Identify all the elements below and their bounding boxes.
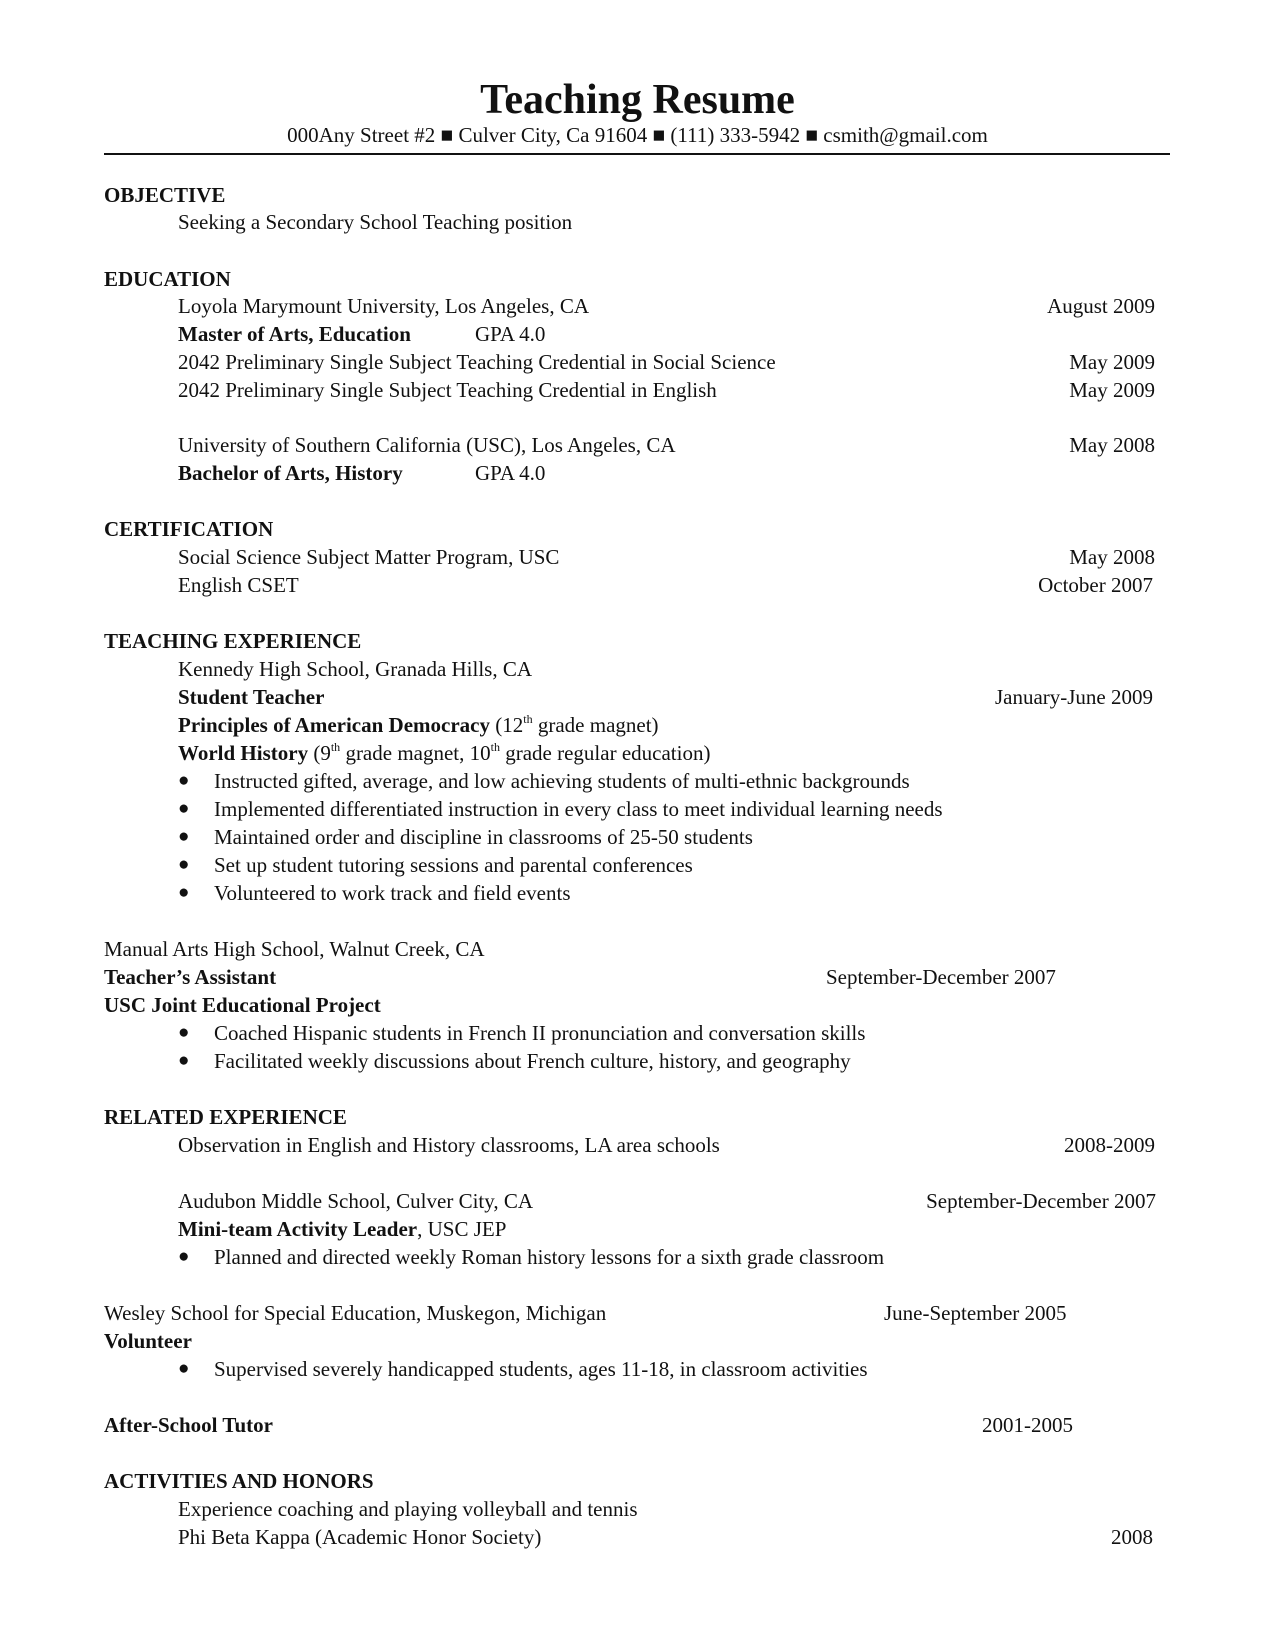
course-name: World History	[178, 741, 309, 765]
credential-social-science-date: May 2009	[1069, 350, 1155, 374]
lmu-school: Loyola Marymount University, Los Angeles, CA	[178, 294, 590, 318]
resume-title: Teaching Resume	[480, 77, 795, 123]
course-name: Principles of American Democracy	[178, 713, 490, 737]
wesley-school: Wesley School for Special Education, Muskegon, Michigan	[104, 1301, 607, 1325]
bullet-icon: ●	[178, 1246, 190, 1267]
manual-project: USC Joint Educational Project	[104, 993, 381, 1017]
kennedy-school: Kennedy High School, Granada Hills, CA	[178, 657, 533, 681]
certification-heading: CERTIFICATION	[104, 517, 274, 541]
manual-date: September-December 2007	[826, 965, 1056, 989]
bullet-icon: ●	[178, 854, 190, 875]
observation-item: Observation in English and History classrooms, LA area schools	[178, 1133, 720, 1157]
usc-date: May 2008	[1069, 433, 1155, 457]
usc-school: University of Southern California (USC), Los Angeles, CA	[178, 433, 676, 457]
contact-line: 000Any Street #2 ■ Culver City, Ca 91604 ■ (111) 333-5942 ■ csmith@gmail.com	[287, 123, 988, 147]
tutor-date: 2001-2005	[982, 1413, 1073, 1437]
education-heading: EDUCATION	[104, 267, 231, 291]
bullet-item: Facilitated weekly discussions about French culture, history, and geography	[214, 1049, 851, 1073]
audubon-role-line	[178, 1216, 506, 1242]
credential-english: 2042 Preliminary Single Subject Teaching Credential in English	[178, 378, 717, 402]
credential-social-science: 2042 Preliminary Single Subject Teaching Credential in Social Science	[178, 350, 776, 374]
lmu-date: August 2009	[1047, 294, 1155, 318]
bullet-icon: ●	[178, 1050, 190, 1071]
bullet-item: Maintained order and discipline in classrooms of 25-50 students	[214, 825, 753, 849]
course-line	[178, 740, 710, 766]
ordinal-suffix: th	[490, 740, 500, 754]
course-detail: (9	[308, 741, 331, 765]
course-detail: grade magnet, 10	[340, 741, 491, 765]
audubon-date: September-December 2007	[926, 1189, 1156, 1213]
teaching-experience-heading: TEACHING EXPERIENCE	[104, 629, 362, 653]
header-divider	[104, 153, 1170, 155]
course-detail: grade magnet)	[532, 713, 659, 737]
manual-school: Manual Arts High School, Walnut Creek, CA	[104, 937, 485, 961]
bullet-icon: ●	[178, 882, 190, 903]
certification-item: English CSET	[178, 573, 299, 597]
ordinal-suffix: th	[330, 740, 341, 754]
bullet-icon: ●	[178, 770, 190, 791]
usc-degree: Bachelor of Arts, History	[178, 461, 403, 485]
certification-item-date: May 2008	[1069, 545, 1155, 569]
objective-heading: OBJECTIVE	[104, 183, 226, 207]
course-detail: (12	[490, 713, 524, 737]
certification-item: Social Science Subject Matter Program, USC	[178, 545, 560, 569]
wesley-role: Volunteer	[104, 1329, 192, 1353]
observation-date: 2008-2009	[1064, 1133, 1155, 1157]
certification-item-date: October 2007	[1038, 573, 1153, 597]
honor-item: Phi Beta Kappa (Academic Honor Society)	[178, 1525, 542, 1549]
bullet-item: Coached Hispanic students in French II pronunciation and conversation skills	[214, 1021, 866, 1045]
related-experience-heading: RELATED EXPERIENCE	[104, 1105, 347, 1129]
audubon-org: , USC JEP	[417, 1217, 507, 1241]
manual-role: Teacher’s Assistant	[104, 965, 277, 989]
lmu-gpa: GPA 4.0	[475, 322, 546, 346]
bullet-icon: ●	[178, 1358, 190, 1379]
activities-heading: ACTIVITIES AND HONORS	[104, 1469, 374, 1493]
course-line	[178, 712, 659, 738]
lmu-degree: Master of Arts, Education	[178, 322, 411, 346]
audubon-school: Audubon Middle School, Culver City, CA	[178, 1189, 534, 1213]
bullet-icon: ●	[178, 1022, 190, 1043]
bullet-item: Instructed gifted, average, and low achieving students of multi-ethnic backgrounds	[214, 769, 910, 793]
kennedy-date: January-June 2009	[994, 685, 1153, 709]
bullet-item: Supervised severely handicapped students, ages 11-18, in classroom activities	[214, 1357, 868, 1381]
usc-gpa: GPA 4.0	[475, 461, 546, 485]
activity-item: Experience coaching and playing volleyball and tennis	[178, 1497, 638, 1521]
objective-text: Seeking a Secondary School Teaching position	[178, 210, 573, 234]
credential-english-date: May 2009	[1069, 378, 1155, 402]
kennedy-role: Student Teacher	[178, 685, 325, 709]
bullet-item: Implemented differentiated instruction in every class to meet individual learning needs	[214, 797, 943, 821]
bullet-item: Planned and directed weekly Roman history lessons for a sixth grade classroom	[214, 1245, 885, 1269]
ordinal-suffix: th	[523, 712, 533, 726]
tutor-role: After-School Tutor	[104, 1413, 273, 1437]
bullet-item: Volunteered to work track and field events	[214, 881, 571, 905]
bullet-icon: ●	[178, 798, 190, 819]
honor-date: 2008	[1111, 1525, 1153, 1549]
bullet-item: Set up student tutoring sessions and parental conferences	[214, 853, 693, 877]
wesley-date: June-September 2005	[884, 1301, 1067, 1325]
course-detail: grade regular education)	[499, 741, 711, 765]
bullet-icon: ●	[178, 826, 190, 847]
audubon-role: Mini-team Activity Leader	[178, 1217, 418, 1241]
